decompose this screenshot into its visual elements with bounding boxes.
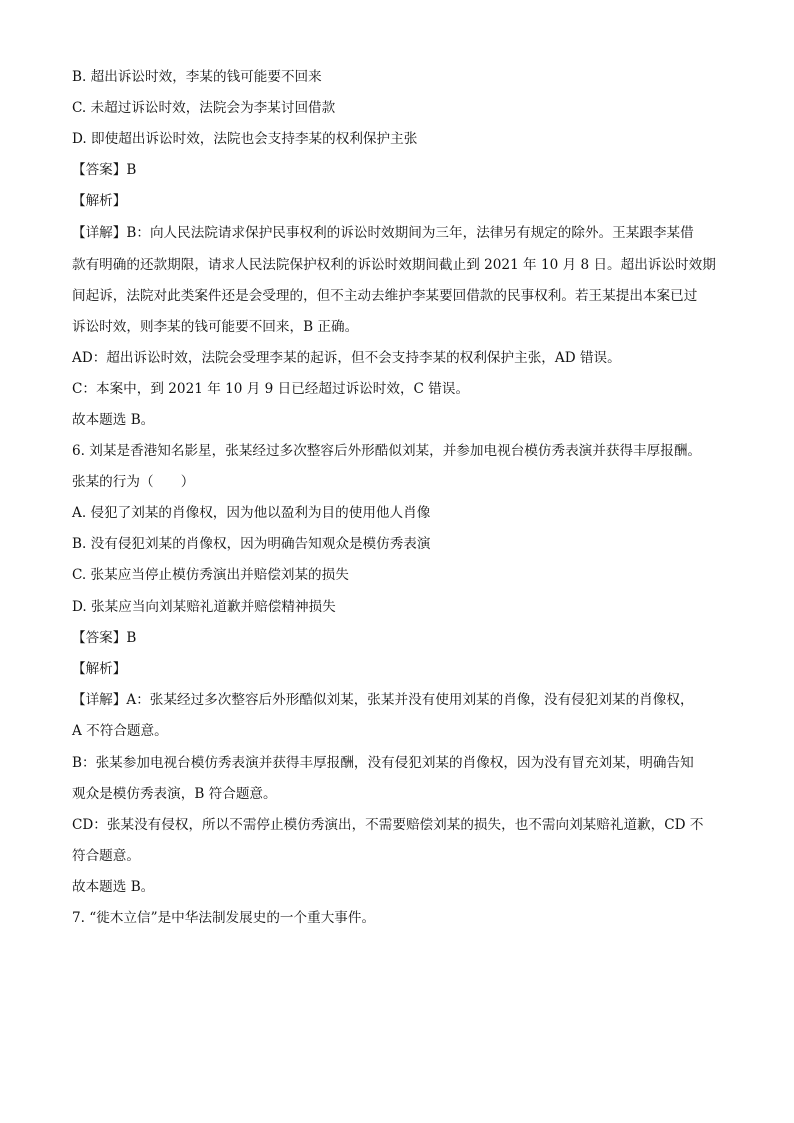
explanation-line: 【详解】B：向人民法院请求保护民事权利的诉讼时效期间为三年，法律另有规定的除外。王某跟李某借 (72, 225, 694, 241)
explanation-line: CD：张某没有侵权，所以不需停止模仿秀演出，不需要赔偿刘某的损失，也不需向刘某赔礼道歉，CD 不 (72, 817, 704, 833)
answer-label: 【答案】B (72, 630, 137, 646)
question-stem: 6. 刘某是香港知名影星，张某经过多次整容后外形酷似刘某，并参加电视台模仿秀表演并获得丰厚报酬。 (72, 443, 702, 459)
explanation-line: B：张某参加电视台模仿秀表演并获得丰厚报酬，没有侵犯刘某的肖像权，因为没有冒充刘某，明确告知 (72, 755, 694, 771)
analysis-label: 【解析】 (72, 661, 127, 677)
question-stem: 张某的行为（ ） (72, 474, 195, 490)
question-stem: 7. “徙木立信”是中华法制发展史的一个重大事件。 (72, 910, 376, 926)
explanation-line: AD：超出诉讼时效，法院会受理李某的起诉，但不会支持李某的权利保护主张，AD 错误。 (72, 350, 621, 366)
option-d: D. 张某应当向刘某赔礼道歉并赔偿精神损失 (72, 599, 336, 615)
option-c: C. 张某应当停止模仿秀演出并赔偿刘某的损失 (72, 567, 349, 583)
option-b: B. 没有侵犯刘某的肖像权，因为明确告知观众是模仿秀表演 (72, 536, 431, 552)
conclusion-line: 故本题选 B。 (72, 879, 155, 895)
explanation-line: 【详解】A：张某经过多次整容后外形酷似刘某，张某并没有使用刘某的肖像，没有侵犯刘某的肖像权， (72, 692, 694, 708)
explanation-line: 诉讼时效，则李某的钱可能要不回来，B 正确。 (72, 319, 359, 335)
explanation-line: 符合题意。 (72, 848, 140, 864)
analysis-label: 【解析】 (72, 193, 127, 209)
answer-label: 【答案】B (72, 162, 137, 178)
conclusion-line: 故本题选 B。 (72, 412, 155, 428)
explanation-line: C：本案中，到 2021 年 10 月 9 日已经超过诉讼时效，C 错误。 (72, 381, 470, 397)
option-d: D. 即使超出诉讼时效，法院也会支持李某的权利保护主张 (72, 131, 418, 147)
option-b: B. 超出诉讼时效，李某的钱可能要不回来 (72, 69, 322, 85)
option-c: C. 未超过诉讼时效，法院会为李某讨回借款 (72, 100, 336, 116)
explanation-line: 款有明确的还款期限，请求人民法院保护权利的诉讼时效期间截止到 2021 年 10 月 8 日。超出诉讼时效期 (72, 257, 716, 273)
explanation-line: 观众是模仿秀表演，B 符合题意。 (72, 786, 277, 802)
option-a: A. 侵犯了刘某的肖像权，因为他以盈利为目的使用他人肖像 (72, 505, 431, 521)
explanation-line: 间起诉，法院对此类案件还是会受理的，但不主动去维护李某要回借款的民事权利。若王某提出本案已过 (72, 288, 698, 304)
explanation-line: A 不符合题意。 (72, 723, 168, 739)
